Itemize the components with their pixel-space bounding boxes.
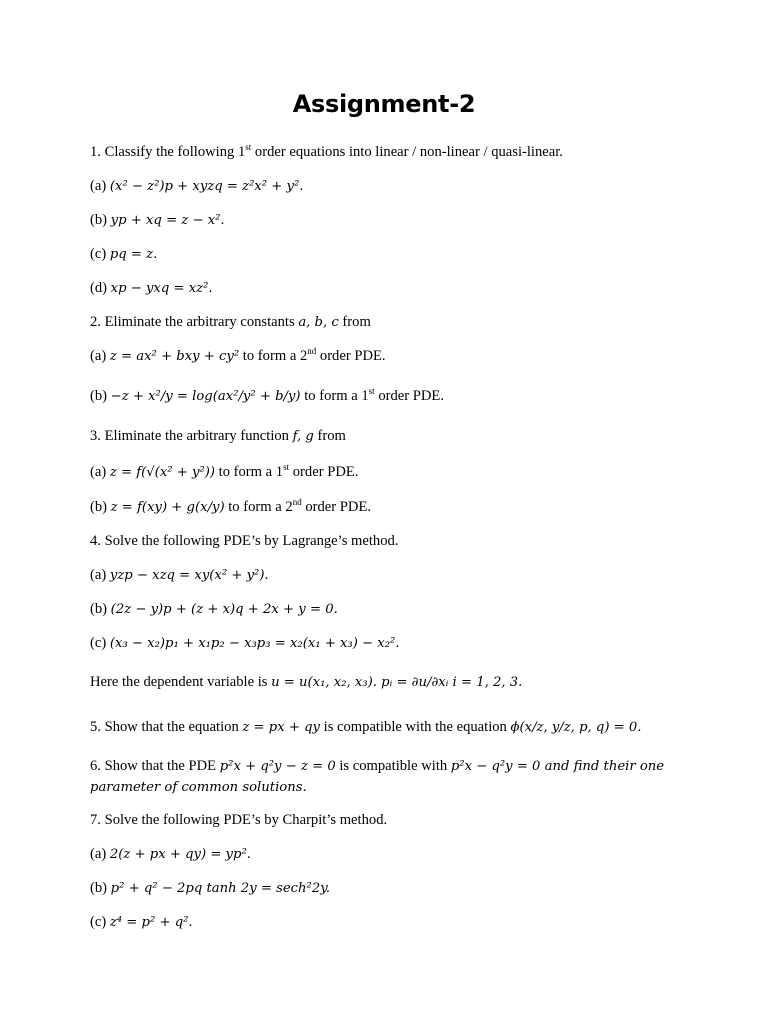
text: Here the dependent variable is [90, 674, 272, 690]
item-label: (d) [90, 280, 111, 296]
text: order PDE. [374, 388, 444, 404]
question-6-line [90, 756, 690, 798]
math-expression: (x² − z²)p + xyzq = z²x² + y². [109, 179, 304, 194]
text: 5. Show that the equation [90, 719, 243, 735]
question-3b-line [90, 498, 371, 517]
text: order equations into linear / non-linear / quasi-linear. [251, 144, 563, 160]
math-expression: z = f(√(x² + y²)) [109, 465, 215, 480]
text: 3. Eliminate the arbitrary function [90, 428, 293, 444]
item-label: (a) [90, 348, 110, 364]
question-4-line [90, 532, 398, 550]
item-label: (c) [90, 246, 110, 262]
math-expression: z = ax² + bxy + cy² [109, 349, 240, 364]
math-expression: p² + q² − 2pq tanh 2y = sech²2y. [110, 881, 331, 896]
math-expression: z⁴ = p² + q². [109, 915, 193, 930]
text: to form a 1 [300, 388, 369, 404]
question-2a-line [90, 347, 386, 366]
math-expression: u = u(x₁, x₂, x₃). pᵢ = ∂u/∂xᵢ i = 1, 2, 3. [271, 675, 523, 690]
math-expression: yp + xq = z − x². [110, 213, 225, 228]
question-2b-line [90, 387, 444, 406]
text: order PDE. [301, 499, 372, 515]
item-label: (b) [90, 880, 111, 896]
text: from [313, 428, 346, 444]
ordinal-suffix: nd [307, 346, 317, 356]
math-expression: p²x − q²y = 0 and find their one parameter of common solutions. [90, 759, 665, 795]
page-title: Assignment-2 [292, 90, 476, 118]
question-1a-line [90, 177, 303, 196]
math-expression: z = f(xy) + g(x/y) [110, 500, 225, 515]
text: 1. Classify the following 1 [90, 144, 246, 160]
question-1c-line [90, 245, 157, 264]
text: 7. Solve the following PDE’s by Charpit’s method. [90, 812, 388, 828]
question-3-line [90, 427, 346, 446]
item-label: (c) [90, 635, 110, 651]
item-label: (b) [90, 601, 111, 617]
item-label: (b) [90, 212, 111, 228]
math-expression: f, g [292, 429, 314, 444]
question-1d-line [90, 279, 213, 298]
math-expression: (2z − y)p + (z + x)q + 2x + y = 0. [110, 602, 338, 617]
math-expression: −z + x²/y = log(ax²/y² + b/y) [110, 389, 301, 404]
item-label: (a) [90, 464, 110, 480]
item-label: (c) [90, 914, 110, 930]
text: order PDE. [289, 464, 359, 480]
question-4a-line [90, 566, 269, 585]
math-expression: p²x + q²y − z = 0 [219, 759, 336, 774]
math-expression: ϕ(x/z, y/z, p, q) = 0. [510, 720, 642, 735]
ordinal-suffix: st [368, 386, 375, 396]
math-expression: a, b, c [298, 315, 339, 330]
text: 4. Solve the following PDE’s by Lagrange’s method. [90, 533, 399, 549]
ordinal-suffix: nd [292, 497, 302, 507]
math-expression: 2(z + px + qy) = yp². [109, 847, 251, 862]
math-expression: pq = z. [109, 247, 158, 262]
math-expression: z = px + qy [242, 720, 320, 735]
question-7b-line [90, 879, 330, 898]
item-label: (a) [90, 567, 110, 583]
question-4b-line [90, 600, 338, 619]
text: to form a 1 [215, 464, 284, 480]
question-7-line [90, 811, 387, 829]
item-label: (b) [90, 388, 111, 404]
question-1-line [90, 143, 563, 161]
ordinal-suffix: st [245, 142, 252, 152]
question-7c-line [90, 913, 193, 932]
text: from [338, 314, 371, 330]
question-4-note-line [90, 673, 522, 692]
math-expression: yzp − xzq = xy(x² + y²). [109, 568, 269, 583]
item-label: (b) [90, 499, 111, 515]
question-1b-line [90, 211, 225, 230]
text: to form a 2 [239, 348, 308, 364]
text: 2. Eliminate the arbitrary constants [90, 314, 299, 330]
math-expression: (x₃ − x₂)p₁ + x₁p₂ − x₃p₃ = x₂(x₁ + x₃) − x₂². [109, 636, 400, 651]
question-5-line [90, 718, 642, 737]
item-label: (a) [90, 178, 110, 194]
text: is compatible with the equation [320, 719, 511, 735]
question-2-line [90, 313, 371, 332]
question-7a-line [90, 845, 251, 864]
text: order PDE. [316, 348, 386, 364]
question-3a-line [90, 463, 358, 482]
text: 6. Show that the PDE [90, 758, 220, 774]
math-expression: xp − yxq = xz². [110, 281, 213, 296]
text: to form a 2 [224, 499, 293, 515]
text: is compatible with [335, 758, 451, 774]
question-4c-line [90, 634, 400, 653]
item-label: (a) [90, 846, 110, 862]
ordinal-suffix: st [283, 462, 290, 472]
